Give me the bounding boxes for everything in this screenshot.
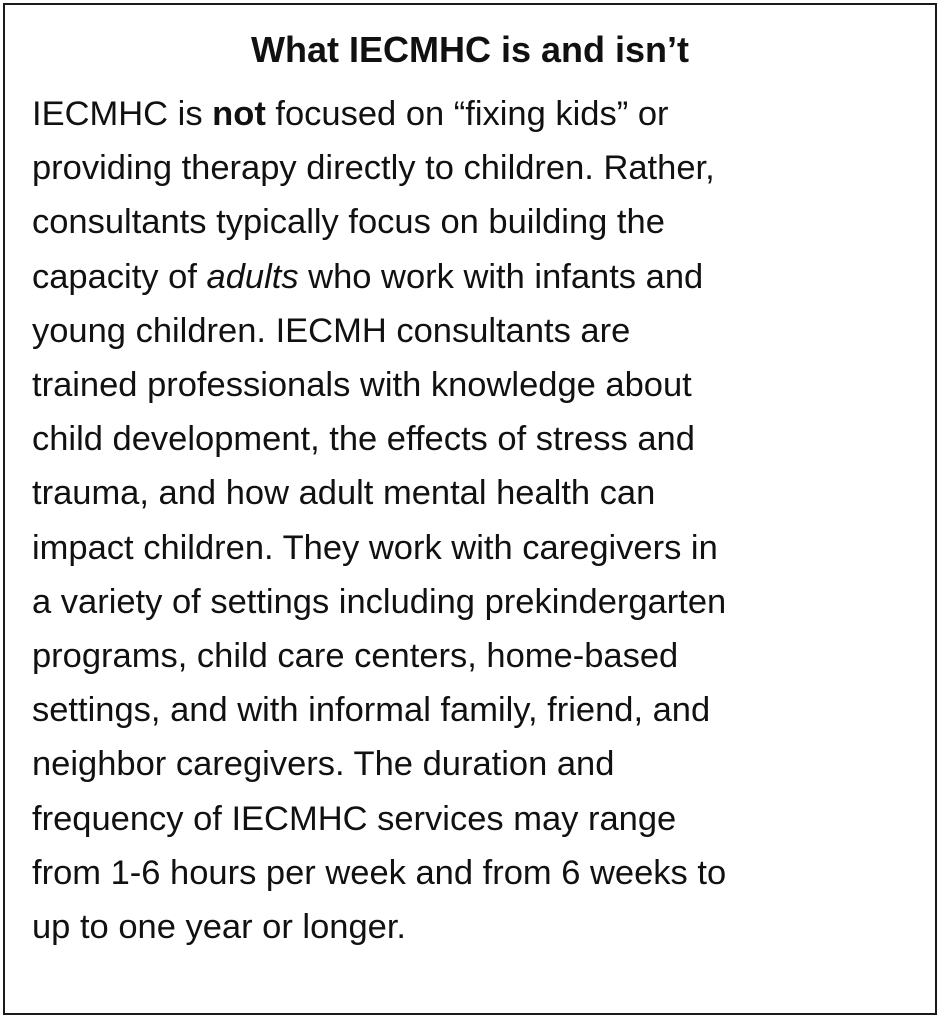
- box-title: What IECMHC is and isn’t: [250, 29, 689, 70]
- paragraph-line: frequency of IECMHC services may range: [32, 799, 677, 838]
- line-text: focused on “fixing kids” or: [265, 95, 669, 133]
- body-paragraph: [32, 87, 922, 954]
- emphasis-not: not: [212, 95, 266, 133]
- paragraph-line: programs, child care centers, home-based: [32, 637, 679, 676]
- paragraph-line: up to one year or longer.: [32, 908, 407, 947]
- paragraph-line: settings, and with informal family, friend, and: [32, 691, 711, 730]
- paragraph-line: from 1-6 hours per week and from 6 weeks to: [32, 853, 727, 892]
- line-text: who work with infants and: [298, 257, 704, 296]
- paragraph-line: neighbor caregivers. The duration and: [32, 745, 615, 784]
- emphasis-adults: adults: [206, 257, 299, 296]
- paragraph-line: [32, 250, 922, 304]
- paragraph-line: consultants typically focus on building the: [32, 203, 665, 242]
- paragraph-line: trauma, and how adult mental health can: [32, 474, 656, 513]
- paragraph-line: young children. IECMH consultants are: [32, 311, 631, 350]
- paragraph-line: [32, 87, 922, 141]
- paragraph-line: a variety of settings including prekindergarten: [32, 582, 727, 621]
- paragraph-line: trained professionals with knowledge about: [32, 366, 692, 405]
- paragraph-line: impact children. They work with caregivers in: [32, 528, 718, 567]
- paragraph-line: child development, the effects of stress and: [32, 420, 695, 459]
- text-box: [3, 3, 937, 1015]
- line-text: IECMHC is: [32, 95, 213, 133]
- line-text: capacity of: [32, 257, 207, 296]
- paragraph-line: providing therapy directly to children. Rather,: [32, 149, 715, 188]
